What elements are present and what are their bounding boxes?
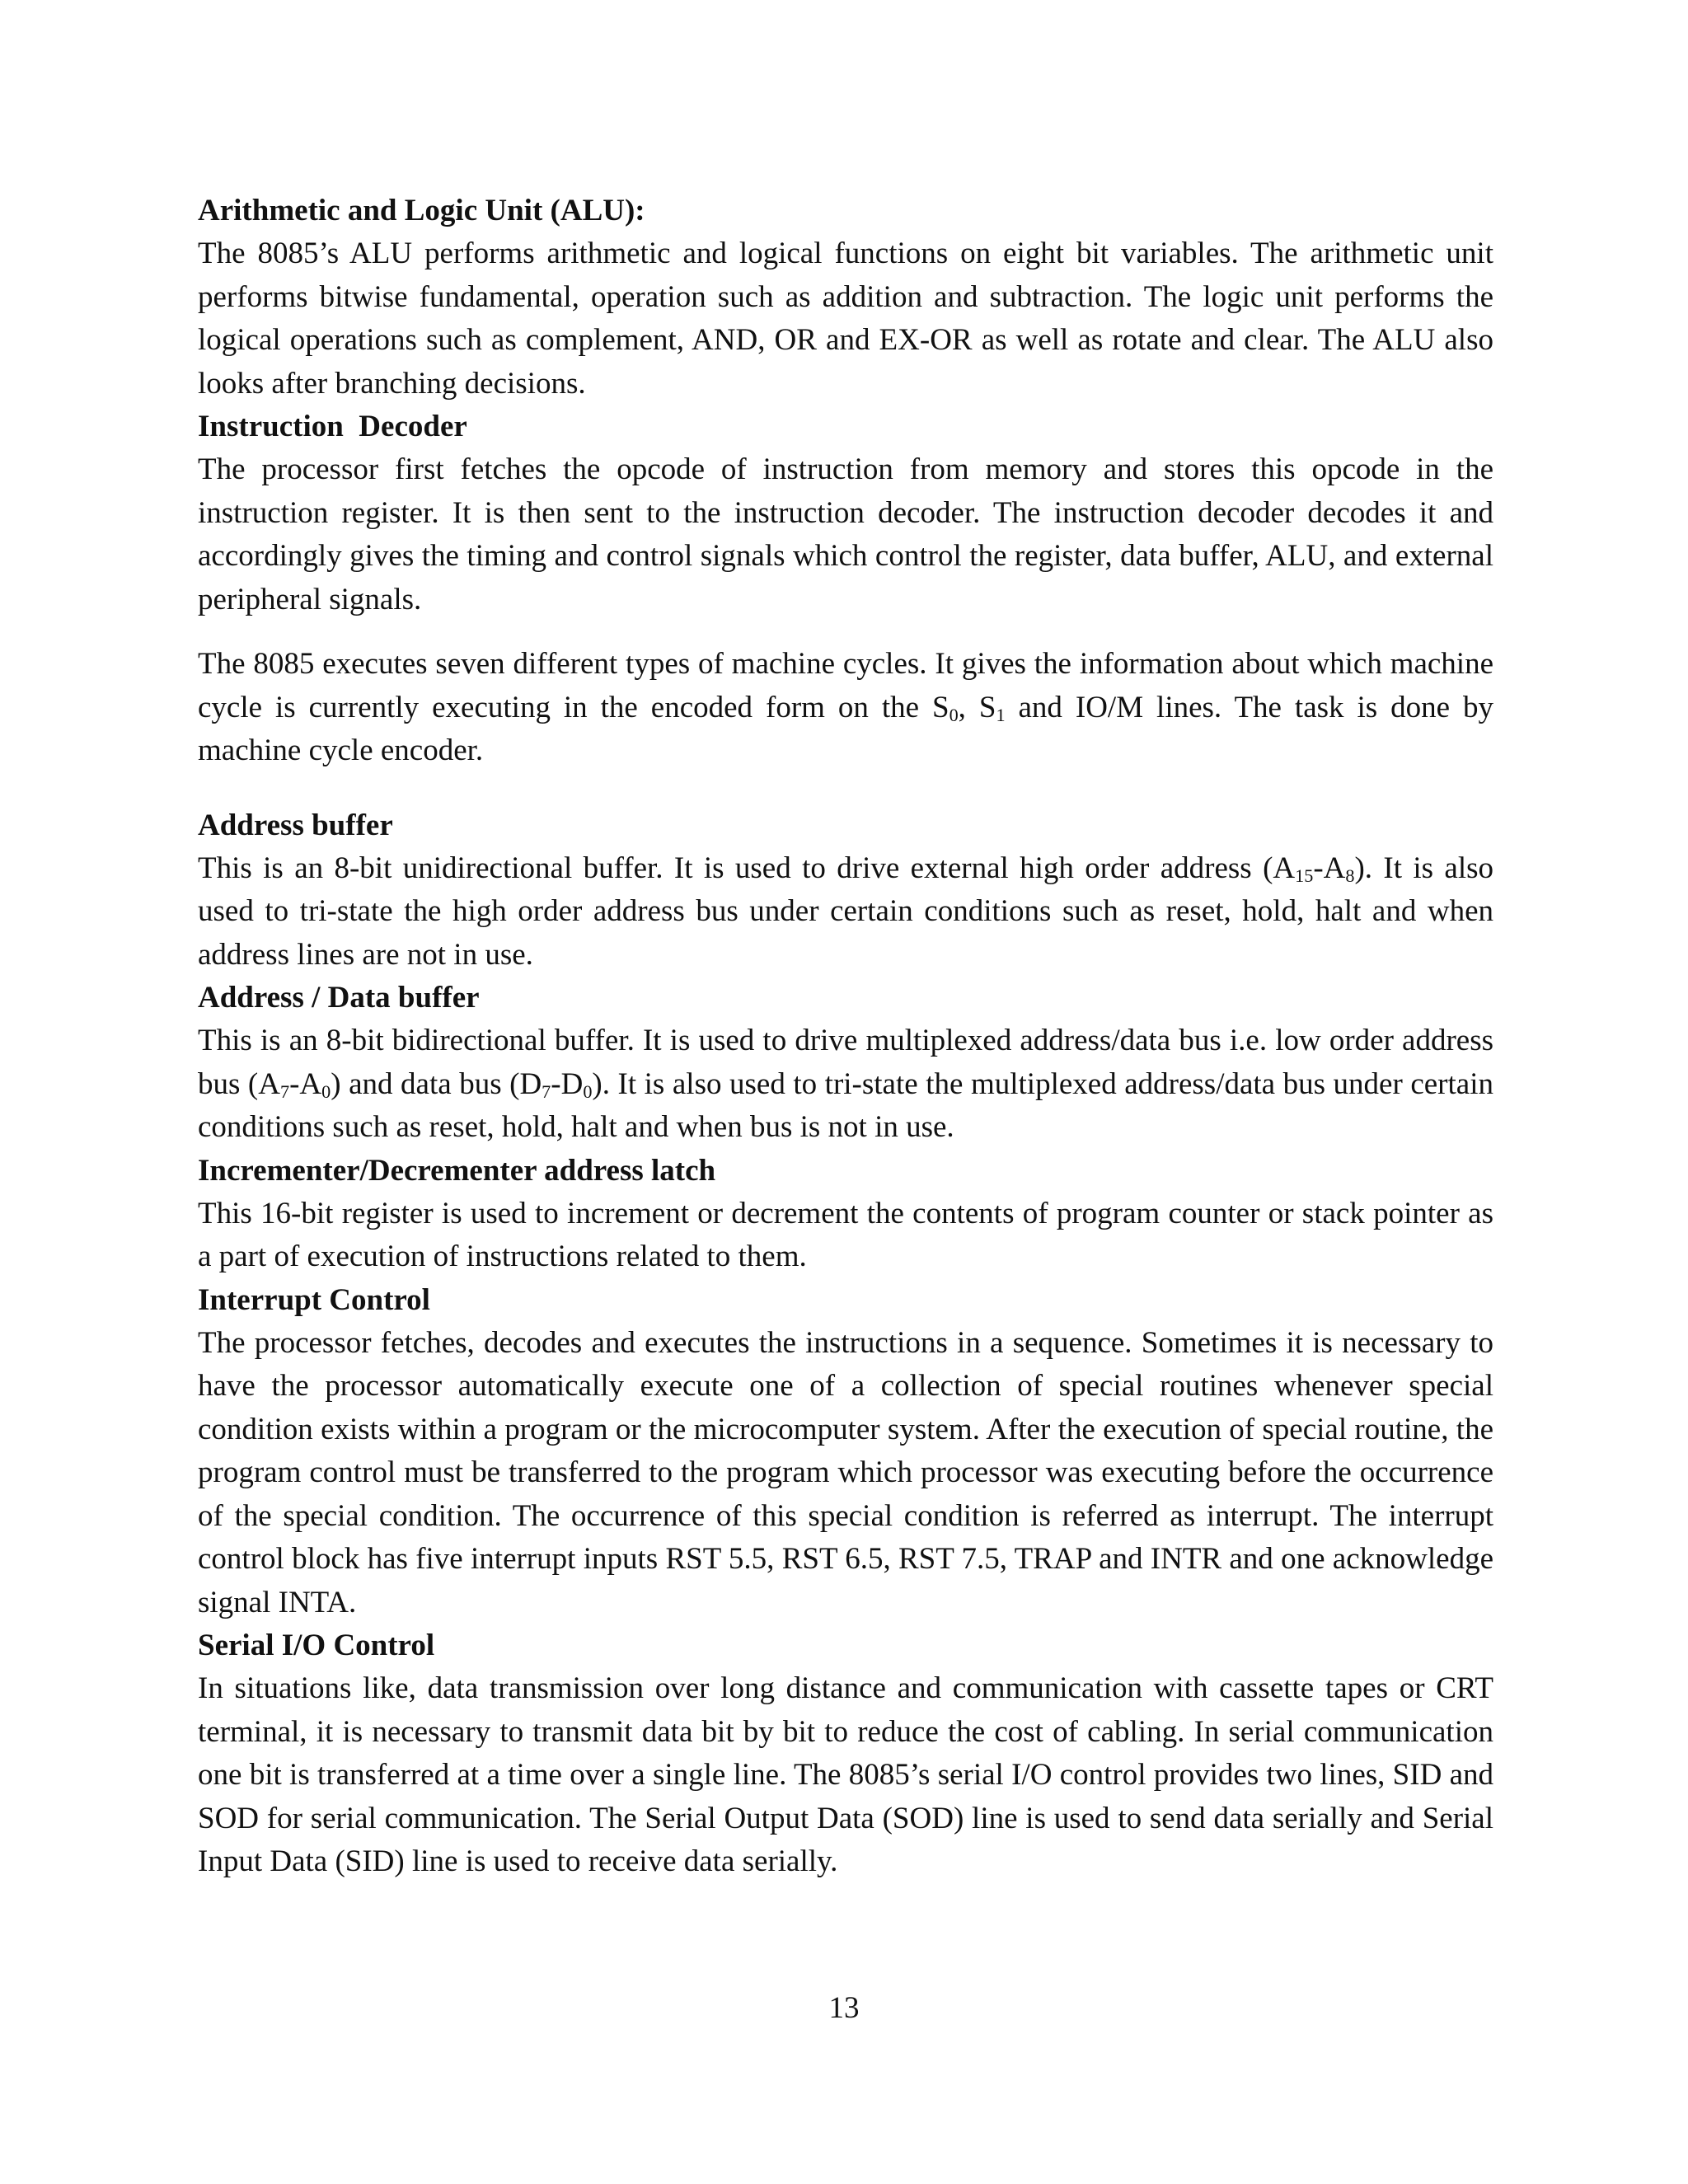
- page-number: 13: [828, 1991, 860, 2025]
- interrupt-control-paragraph: The processor fetches, decodes and executes the instructions in a sequence. Sometimes it is necessary to have the processor automatically execute one of a collection of special routines whenever special condition exists within a program or the microcomputer system. After the execution of special routine, the program control must be transferred to the program which processor was executing before the occurrence of the special condition. The occurrence of this special condition is referred as interrupt. The interrupt control block has five interrupt inputs RST 5.5, RST 6.5, RST 7.5, TRAP and INTR and one acknowledge signal INTA.: [198, 1325, 1493, 1619]
- serial-io-heading: Serial I/O Control: [198, 1629, 435, 1662]
- address-buffer-paragraph: This is an 8-bit unidirectional buffer. It is used to drive external high order address $(A_{15}-A_8)$. It is also used to tri-state the high order address bus under certain conditions such as reset, hold, halt and when address lines are not in use.: [198, 851, 1494, 972]
- address-data-buffer-heading: Address / Data buffer: [198, 981, 480, 1015]
- interrupt-control-heading: Interrupt Control: [198, 1282, 430, 1317]
- serial-io-paragraph: In situations like, data transmission over long distance and communication with cassette tapes or CRT terminal, it is necessary to transmit data bit by bit to reduce the cost of cabling. In serial communication one bit is transferred at a time over a single line. The 8085’s serial I/O control provides two lines, SID and SOD for serial communication. The Serial Output Data (SOD) line is used to send data serially and Serial Input Data (SID) line is used to receive data serially.: [198, 1671, 1493, 1878]
- address-buffer-heading: Address buffer: [198, 808, 393, 842]
- alu-heading: Arithmetic and Logic Unit (ALU):: [198, 194, 645, 227]
- spacer: [198, 773, 1493, 804]
- address-data-buffer-paragraph: This is an 8-bit bidirectional buffer. It is used to drive multiplexed address/data bus i.e. low order address bus $(A_7-A_0)$ and data bus $(D_7-D_0)$. It is also used to tri-state the multiplexed address/data bus under certain conditions such as reset, hold, halt and when bus is not in use.: [198, 1024, 1493, 1144]
- incrementer-paragraph: This 16-bit register is used to increment or decrement the contents of program counter or stack pointer as a part of execution of instructions related to them.: [198, 1196, 1493, 1273]
- instruction-decoder-paragraph: The processor first fetches the opcode of instruction from memory and stores this opcode in the instruction register. It is then sent to the instruction decoder. The instruction decoder decodes it and accordingly gives the timing and control signals which control the register, data buffer, ALU, and external peripheral signals.: [198, 452, 1493, 616]
- instruction-decoder-heading: Instruction Decoder: [198, 410, 467, 443]
- machine-cycle-paragraph: The 8085 executes seven different types of machine cycles. It gives the information about which machine cycle is currently executing in the encoded form on the $S_0$, $S_1$ and IO/M lines. The task is done by machine cycle encoder.: [198, 647, 1493, 767]
- incrementer-heading: Incrementer/Decrementer address latch: [198, 1153, 716, 1188]
- document-page: [198, 190, 1493, 1884]
- alu-paragraph: The 8085’s ALU performs arithmetic and logical functions on eight bit variables. The arithmetic unit performs bitwise fundamental, operation such as addition and subtraction. The logic unit performs the logical operations such as complement, AND, OR and EX-OR as well as rotate and clear. The ALU also looks after branching decisions.: [198, 237, 1493, 401]
- spacer: [198, 621, 1493, 643]
